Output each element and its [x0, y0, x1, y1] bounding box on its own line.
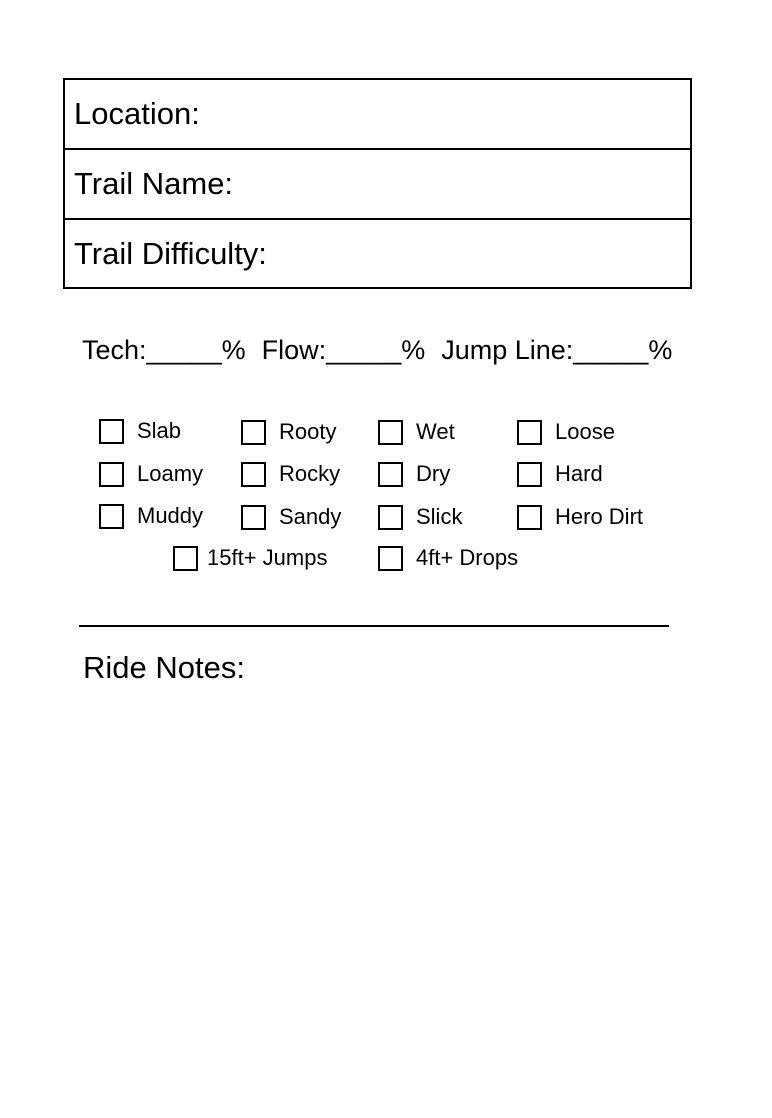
slick-checkbox[interactable] [378, 505, 403, 530]
dry-label: Dry [416, 461, 451, 486]
sandy-checkbox[interactable] [241, 505, 266, 530]
hero-dirt-checkbox[interactable] [517, 505, 542, 530]
condition-slab[interactable] [99, 418, 181, 444]
hard-checkbox[interactable] [517, 462, 542, 487]
condition-hard[interactable] [517, 461, 603, 487]
loose-label: Loose [555, 419, 615, 444]
slick-label: Slick [416, 504, 463, 529]
flow-percent-field[interactable]: Flow:_____% [261, 335, 426, 365]
loose-checkbox[interactable] [517, 420, 542, 445]
trail-difficulty-row[interactable] [65, 220, 690, 287]
condition-rooty[interactable] [241, 419, 336, 445]
15ft-jumps-label: 15ft+ Jumps [207, 545, 328, 570]
dry-checkbox[interactable] [378, 462, 403, 487]
condition-15ft-jumps[interactable] [173, 545, 327, 571]
condition-sandy[interactable] [241, 504, 341, 530]
rocky-checkbox[interactable] [241, 462, 266, 487]
4ft-drops-label: 4ft+ Drops [416, 545, 519, 570]
condition-slick[interactable] [378, 504, 462, 530]
condition-muddy[interactable] [99, 503, 203, 529]
rooty-label: Rooty [279, 419, 337, 444]
trail-name-label: Trail Name: [74, 166, 234, 201]
jump-line-percent-field[interactable]: Jump Line:_____% [441, 335, 673, 365]
condition-hero-dirt[interactable] [517, 504, 643, 530]
trail-info-table [63, 78, 692, 289]
wet-label: Wet [416, 419, 455, 444]
rocky-label: Rocky [279, 461, 341, 486]
hard-label: Hard [555, 461, 603, 486]
condition-rocky[interactable] [241, 461, 340, 487]
slab-checkbox[interactable] [99, 419, 124, 444]
sandy-label: Sandy [279, 504, 342, 529]
trail-difficulty-label: Trail Difficulty: [74, 235, 267, 271]
condition-dry[interactable] [378, 461, 450, 487]
slab-label: Slab [137, 418, 182, 443]
ride-notes-label: Ride Notes: [83, 650, 245, 685]
condition-loamy[interactable] [99, 461, 203, 487]
muddy-checkbox[interactable] [99, 504, 124, 529]
condition-loose[interactable] [517, 419, 615, 445]
condition-wet[interactable] [378, 419, 455, 445]
tech-percent-field[interactable]: Tech:_____% [82, 335, 246, 365]
4ft-drops-checkbox[interactable] [378, 546, 403, 571]
condition-4ft-drops[interactable] [378, 545, 518, 571]
15ft-jumps-checkbox[interactable] [173, 546, 198, 571]
wet-checkbox[interactable] [378, 420, 403, 445]
location-row[interactable] [65, 80, 690, 150]
terrain-percentages [82, 335, 672, 366]
hero-dirt-label: Hero Dirt [555, 504, 644, 529]
muddy-label: Muddy [137, 503, 204, 528]
section-divider [79, 625, 669, 627]
rooty-checkbox[interactable] [241, 420, 266, 445]
loamy-label: Loamy [137, 461, 204, 486]
location-label: Location: [74, 96, 200, 131]
trail-name-row[interactable] [65, 150, 690, 220]
loamy-checkbox[interactable] [99, 462, 124, 487]
